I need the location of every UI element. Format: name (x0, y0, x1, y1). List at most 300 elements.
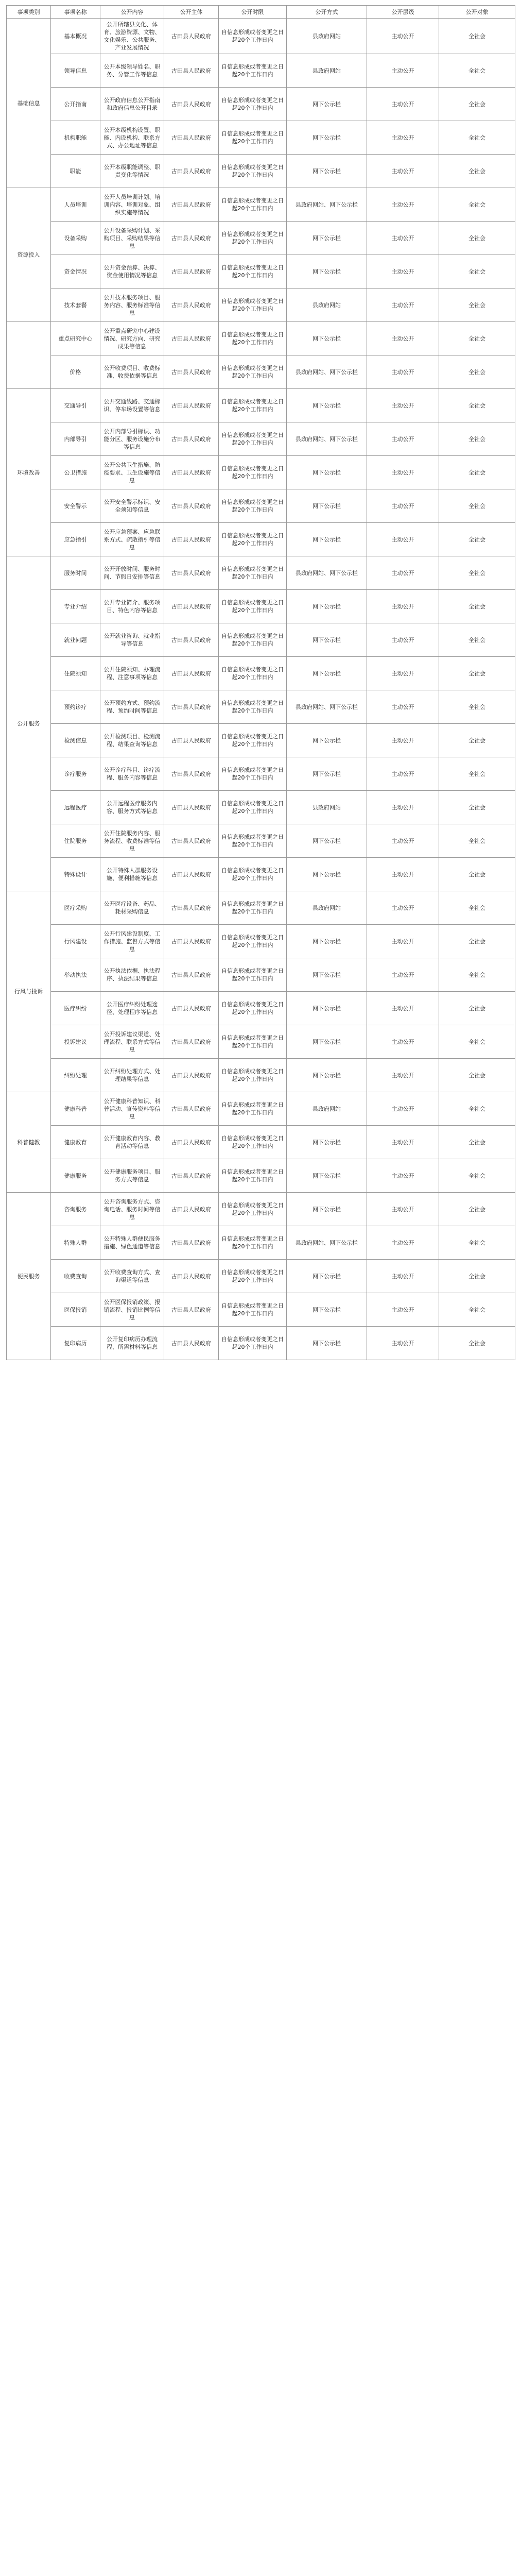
target-cell: 全社会 (439, 355, 515, 389)
table-row (7, 1126, 515, 1159)
level-cell: 主动公开 (367, 1193, 439, 1226)
target-cell: 全社会 (439, 690, 515, 724)
catalog-table (6, 5, 515, 1360)
method-cell: 网下公示栏 (287, 824, 367, 858)
level-cell: 主动公开 (367, 489, 439, 523)
target-cell: 全社会 (439, 1293, 515, 1327)
target-cell: 全社会 (439, 992, 515, 1025)
time-limit-cell: 自信息形成或者变更之日起20个工作日内 (219, 155, 287, 188)
table-row (7, 824, 515, 858)
item-name-cell: 行风建设 (51, 925, 100, 958)
time-limit-cell: 自信息形成或者变更之日起20个工作日内 (219, 322, 287, 355)
content-cell: 公开住院须知、办理流程、注意事项等信息 (100, 657, 164, 690)
target-cell: 全社会 (439, 121, 515, 155)
level-cell: 主动公开 (367, 925, 439, 958)
content-cell: 公开人员培训计划、培训内容、培训对象、组织实施等情况 (100, 188, 164, 222)
method-cell: 网下公示栏 (287, 657, 367, 690)
target-cell: 全社会 (439, 1193, 515, 1226)
item-name-cell: 复印病历 (51, 1327, 100, 1360)
target-cell: 全社会 (439, 556, 515, 590)
level-cell: 主动公开 (367, 523, 439, 556)
item-name-cell: 住院服务 (51, 824, 100, 858)
subject-cell: 古田县人民政府 (164, 1025, 219, 1059)
table-row (7, 1260, 515, 1293)
subject-cell: 古田县人民政府 (164, 389, 219, 422)
level-cell: 主动公开 (367, 1293, 439, 1327)
table-row (7, 523, 515, 556)
table-row (7, 1226, 515, 1260)
subject-cell: 古田县人民政府 (164, 791, 219, 824)
subject-cell: 古田县人民政府 (164, 88, 219, 121)
target-cell: 全社会 (439, 590, 515, 623)
time-limit-cell: 自信息形成或者变更之日起20个工作日内 (219, 623, 287, 657)
table-row (7, 289, 515, 322)
time-limit-cell: 自信息形成或者变更之日起20个工作日内 (219, 1159, 287, 1193)
subject-cell: 古田县人民政府 (164, 623, 219, 657)
item-name-cell: 诊疗服务 (51, 757, 100, 791)
target-cell: 全社会 (439, 255, 515, 289)
time-limit-cell: 自信息形成或者变更之日起20个工作日内 (219, 188, 287, 222)
item-name-cell: 医疗采购 (51, 891, 100, 925)
level-cell: 主动公开 (367, 456, 439, 489)
table-row (7, 1059, 515, 1092)
item-name-cell: 投诉建议 (51, 1025, 100, 1059)
item-name-cell: 服务时间 (51, 556, 100, 590)
table-row (7, 1293, 515, 1327)
target-cell: 全社会 (439, 1327, 515, 1360)
method-cell: 网下公示栏 (287, 222, 367, 255)
table-row (7, 724, 515, 757)
target-cell: 全社会 (439, 523, 515, 556)
table-row (7, 489, 515, 523)
subject-cell: 古田县人民政府 (164, 523, 219, 556)
subject-cell: 古田县人民政府 (164, 222, 219, 255)
target-cell: 全社会 (439, 389, 515, 422)
time-limit-cell: 自信息形成或者变更之日起20个工作日内 (219, 1126, 287, 1159)
level-cell: 主动公开 (367, 623, 439, 657)
content-cell: 公开远程医疗服务内容、服务方式等信息 (100, 791, 164, 824)
level-cell: 主动公开 (367, 121, 439, 155)
time-limit-cell: 自信息形成或者变更之日起20个工作日内 (219, 19, 287, 54)
target-cell: 全社会 (439, 54, 515, 88)
table-row (7, 389, 515, 422)
method-cell: 网下公示栏 (287, 1293, 367, 1327)
subject-cell: 古田县人民政府 (164, 155, 219, 188)
time-limit-cell: 自信息形成或者变更之日起20个工作日内 (219, 1025, 287, 1059)
subject-cell: 古田县人民政府 (164, 556, 219, 590)
col-header-method: 公开方式 (287, 6, 367, 19)
col-header-subject: 公开主体 (164, 6, 219, 19)
level-cell: 主动公开 (367, 858, 439, 891)
level-cell: 主动公开 (367, 1092, 439, 1126)
subject-cell: 古田县人民政府 (164, 824, 219, 858)
col-header-target: 公开对象 (439, 6, 515, 19)
target-cell: 全社会 (439, 623, 515, 657)
target-cell: 全社会 (439, 724, 515, 757)
target-cell: 全社会 (439, 1025, 515, 1059)
table-row (7, 1092, 515, 1126)
subject-cell: 古田县人民政府 (164, 1327, 219, 1360)
subject-cell: 古田县人民政府 (164, 121, 219, 155)
item-name-cell: 纠纷处理 (51, 1059, 100, 1092)
level-cell: 主动公开 (367, 657, 439, 690)
method-cell: 网下公示栏 (287, 88, 367, 121)
subject-cell: 古田县人民政府 (164, 54, 219, 88)
method-cell: 网下公示栏 (287, 523, 367, 556)
time-limit-cell: 自信息形成或者变更之日起20个工作日内 (219, 958, 287, 992)
time-limit-cell: 自信息形成或者变更之日起20个工作日内 (219, 489, 287, 523)
time-limit-cell: 自信息形成或者变更之日起20个工作日内 (219, 1092, 287, 1126)
level-cell: 主动公开 (367, 791, 439, 824)
subject-cell: 古田县人民政府 (164, 757, 219, 791)
subject-cell: 古田县人民政府 (164, 322, 219, 355)
content-cell: 公开安全警示标识、安全须知等信息 (100, 489, 164, 523)
item-name-cell: 人员培训 (51, 188, 100, 222)
time-limit-cell: 自信息形成或者变更之日起20个工作日内 (219, 1327, 287, 1360)
content-cell: 公开公共卫生措施、防疫要求、卫生设施等信息 (100, 456, 164, 489)
category-cell: 便民服务 (7, 1193, 51, 1360)
content-cell: 公开医疗设备、药品、耗材采购信息 (100, 891, 164, 925)
table-row (7, 188, 515, 222)
subject-cell: 古田县人民政府 (164, 1092, 219, 1126)
item-name-cell: 检测信息 (51, 724, 100, 757)
content-cell: 公开所辖县文化、体育、旅游资源、文物、文化娱乐、公共服务、产业发展情况 (100, 19, 164, 54)
method-cell: 网下公示栏 (287, 1260, 367, 1293)
method-cell: 网下公示栏 (287, 1159, 367, 1193)
target-cell: 全社会 (439, 824, 515, 858)
level-cell: 主动公开 (367, 992, 439, 1025)
time-limit-cell: 自信息形成或者变更之日起20个工作日内 (219, 121, 287, 155)
subject-cell: 古田县人民政府 (164, 690, 219, 724)
target-cell: 全社会 (439, 891, 515, 925)
level-cell: 主动公开 (367, 891, 439, 925)
content-cell: 公开资金预算、决算、资金使用情况等信息 (100, 255, 164, 289)
level-cell: 主动公开 (367, 1126, 439, 1159)
level-cell: 主动公开 (367, 54, 439, 88)
item-name-cell: 特殊设计 (51, 858, 100, 891)
time-limit-cell: 自信息形成或者变更之日起20个工作日内 (219, 1193, 287, 1226)
method-cell: 网下公示栏 (287, 1327, 367, 1360)
subject-cell: 古田县人民政府 (164, 456, 219, 489)
content-cell: 公开健康科普知识、科普活动、宣传资料等信息 (100, 1092, 164, 1126)
content-cell: 公开检测项目、检测流程、结果查询等信息 (100, 724, 164, 757)
level-cell: 主动公开 (367, 322, 439, 355)
table-row (7, 322, 515, 355)
col-header-category: 事项类别 (7, 6, 51, 19)
time-limit-cell: 自信息形成或者变更之日起20个工作日内 (219, 355, 287, 389)
content-cell: 公开交通线路、交通标识、停车场设置等信息 (100, 389, 164, 422)
content-cell: 公开开放时间、服务时间、节假日安排等信息 (100, 556, 164, 590)
target-cell: 全社会 (439, 1059, 515, 1092)
item-name-cell: 安全警示 (51, 489, 100, 523)
table-row (7, 1193, 515, 1226)
method-cell: 网下公示栏 (287, 724, 367, 757)
header-row (7, 6, 515, 19)
subject-cell: 古田县人民政府 (164, 19, 219, 54)
table-row (7, 590, 515, 623)
category-cell: 基础信息 (7, 19, 51, 188)
subject-cell: 古田县人民政府 (164, 925, 219, 958)
item-name-cell: 预约诊疗 (51, 690, 100, 724)
level-cell: 主动公开 (367, 19, 439, 54)
method-cell: 网下公示栏 (287, 958, 367, 992)
method-cell: 县政府网站 (287, 54, 367, 88)
table-row (7, 958, 515, 992)
subject-cell: 古田县人民政府 (164, 724, 219, 757)
subject-cell: 古田县人民政府 (164, 255, 219, 289)
target-cell: 全社会 (439, 88, 515, 121)
time-limit-cell: 自信息形成或者变更之日起20个工作日内 (219, 289, 287, 322)
table-row (7, 891, 515, 925)
method-cell: 县政府网站 (287, 891, 367, 925)
content-cell: 公开医保报销政策、报销流程、报销比例等信息 (100, 1293, 164, 1327)
method-cell: 县政府网站、网下公示栏 (287, 690, 367, 724)
level-cell: 主动公开 (367, 556, 439, 590)
item-name-cell: 公开指南 (51, 88, 100, 121)
time-limit-cell: 自信息形成或者变更之日起20个工作日内 (219, 1059, 287, 1092)
table-row (7, 992, 515, 1025)
table-row (7, 925, 515, 958)
level-cell: 主动公开 (367, 88, 439, 121)
subject-cell: 古田县人民政府 (164, 1193, 219, 1226)
content-cell: 公开技术服务项目、服务内容、服务标准等信息 (100, 289, 164, 322)
item-name-cell: 健康教育 (51, 1126, 100, 1159)
subject-cell: 古田县人民政府 (164, 289, 219, 322)
subject-cell: 古田县人民政府 (164, 188, 219, 222)
table-row (7, 1327, 515, 1360)
method-cell: 县政府网站、网下公示栏 (287, 1226, 367, 1260)
content-cell: 公开特殊人群便民服务措施、绿色通道等信息 (100, 1226, 164, 1260)
col-header-item-name: 事项名称 (51, 6, 100, 19)
category-cell (7, 322, 51, 389)
target-cell: 全社会 (439, 1126, 515, 1159)
method-cell: 网下公示栏 (287, 757, 367, 791)
target-cell: 全社会 (439, 1226, 515, 1260)
table-row (7, 1159, 515, 1193)
level-cell: 主动公开 (367, 1159, 439, 1193)
method-cell: 县政府网站、网下公示栏 (287, 556, 367, 590)
table-row (7, 657, 515, 690)
item-name-cell: 健康科普 (51, 1092, 100, 1126)
target-cell: 全社会 (439, 657, 515, 690)
target-cell: 全社会 (439, 188, 515, 222)
content-cell: 公开健康教育内容、教育活动等信息 (100, 1126, 164, 1159)
target-cell: 全社会 (439, 19, 515, 54)
time-limit-cell: 自信息形成或者变更之日起20个工作日内 (219, 255, 287, 289)
content-cell: 公开专业简介、服务项目、特色内容等信息 (100, 590, 164, 623)
content-cell: 公开收费项目、收费标准、收费依据等信息 (100, 355, 164, 389)
target-cell: 全社会 (439, 456, 515, 489)
content-cell: 公开预约方式、预约流程、预约时间等信息 (100, 690, 164, 724)
target-cell: 全社会 (439, 155, 515, 188)
time-limit-cell: 自信息形成或者变更之日起20个工作日内 (219, 824, 287, 858)
method-cell: 网下公示栏 (287, 456, 367, 489)
subject-cell: 古田县人民政府 (164, 489, 219, 523)
content-cell: 公开医疗纠纷处理途径、处理程序等信息 (100, 992, 164, 1025)
content-cell: 公开本级机构设置、职能、内设机构、联系方式、办公地址等信息 (100, 121, 164, 155)
target-cell: 全社会 (439, 222, 515, 255)
category-cell: 科普健教 (7, 1092, 51, 1193)
time-limit-cell: 自信息形成或者变更之日起20个工作日内 (219, 456, 287, 489)
item-name-cell: 资金情况 (51, 255, 100, 289)
item-name-cell: 咨询服务 (51, 1193, 100, 1226)
method-cell: 县政府网站、网下公示栏 (287, 422, 367, 456)
method-cell: 网下公示栏 (287, 155, 367, 188)
method-cell: 县政府网站 (287, 1092, 367, 1126)
category-cell: 资源投入 (7, 188, 51, 322)
method-cell: 网下公示栏 (287, 858, 367, 891)
content-cell: 公开执法依据、执法程序、执法结果等信息 (100, 958, 164, 992)
method-cell: 县政府网站 (287, 289, 367, 322)
level-cell: 主动公开 (367, 824, 439, 858)
level-cell: 主动公开 (367, 355, 439, 389)
table-row (7, 88, 515, 121)
level-cell: 主动公开 (367, 958, 439, 992)
level-cell: 主动公开 (367, 422, 439, 456)
method-cell: 网下公示栏 (287, 1193, 367, 1226)
time-limit-cell: 自信息形成或者变更之日起20个工作日内 (219, 422, 287, 456)
content-cell: 公开重点研究中心建设情况、研究方向、研究成果等信息 (100, 322, 164, 355)
subject-cell: 古田县人民政府 (164, 858, 219, 891)
item-name-cell: 设备采购 (51, 222, 100, 255)
level-cell: 主动公开 (367, 590, 439, 623)
content-cell: 公开纠纷处理方式、处理结果等信息 (100, 1059, 164, 1092)
time-limit-cell: 自信息形成或者变更之日起20个工作日内 (219, 757, 287, 791)
table-row (7, 456, 515, 489)
method-cell: 网下公示栏 (287, 489, 367, 523)
item-name-cell: 交通导引 (51, 389, 100, 422)
subject-cell: 古田县人民政府 (164, 891, 219, 925)
table-row (7, 155, 515, 188)
col-header-time-limit: 公开时限 (219, 6, 287, 19)
time-limit-cell: 自信息形成或者变更之日起20个工作日内 (219, 1226, 287, 1260)
method-cell: 网下公示栏 (287, 1126, 367, 1159)
method-cell: 网下公示栏 (287, 322, 367, 355)
method-cell: 县政府网站、网下公示栏 (287, 188, 367, 222)
time-limit-cell: 自信息形成或者变更之日起20个工作日内 (219, 992, 287, 1025)
table-row (7, 556, 515, 590)
item-name-cell: 技术套餐 (51, 289, 100, 322)
item-name-cell: 重点研究中心 (51, 322, 100, 355)
category-cell: 环境改善 (7, 389, 51, 556)
item-name-cell: 医疗纠纷 (51, 992, 100, 1025)
item-name-cell: 应急指引 (51, 523, 100, 556)
table-row (7, 623, 515, 657)
target-cell: 全社会 (439, 1159, 515, 1193)
method-cell: 网下公示栏 (287, 590, 367, 623)
content-cell: 公开政府信息公开指南和政府信息公开目录 (100, 88, 164, 121)
level-cell: 主动公开 (367, 1059, 439, 1092)
item-name-cell: 健康服务 (51, 1159, 100, 1193)
method-cell: 网下公示栏 (287, 623, 367, 657)
item-name-cell: 公卫措施 (51, 456, 100, 489)
table-row (7, 791, 515, 824)
content-cell: 公开住院服务内容、服务流程、收费标准等信息 (100, 824, 164, 858)
level-cell: 主动公开 (367, 222, 439, 255)
level-cell: 主动公开 (367, 1327, 439, 1360)
category-cell: 行风与投诉 (7, 891, 51, 1092)
content-cell: 公开本级职能调整、职责变化等情况 (100, 155, 164, 188)
content-cell: 公开收费查询方式、查询渠道等信息 (100, 1260, 164, 1293)
table-row (7, 757, 515, 791)
subject-cell: 古田县人民政府 (164, 1126, 219, 1159)
time-limit-cell: 自信息形成或者变更之日起20个工作日内 (219, 556, 287, 590)
time-limit-cell: 自信息形成或者变更之日起20个工作日内 (219, 54, 287, 88)
level-cell: 主动公开 (367, 1260, 439, 1293)
content-cell: 公开内部导引标识、功能分区、服务设施分布等信息 (100, 422, 164, 456)
target-cell: 全社会 (439, 489, 515, 523)
time-limit-cell: 自信息形成或者变更之日起20个工作日内 (219, 657, 287, 690)
content-cell: 公开行风建设制度、工作措施、监督方式等信息 (100, 925, 164, 958)
level-cell: 主动公开 (367, 188, 439, 222)
table-row (7, 690, 515, 724)
catalog-body (7, 19, 515, 1360)
target-cell: 全社会 (439, 791, 515, 824)
item-name-cell: 职能 (51, 155, 100, 188)
table-row (7, 422, 515, 456)
time-limit-cell: 自信息形成或者变更之日起20个工作日内 (219, 523, 287, 556)
level-cell: 主动公开 (367, 724, 439, 757)
target-cell: 全社会 (439, 757, 515, 791)
target-cell: 全社会 (439, 958, 515, 992)
item-name-cell: 举动执法 (51, 958, 100, 992)
table-row (7, 1025, 515, 1059)
subject-cell: 古田县人民政府 (164, 657, 219, 690)
level-cell: 主动公开 (367, 389, 439, 422)
table-row (7, 255, 515, 289)
target-cell: 全社会 (439, 858, 515, 891)
subject-cell: 古田县人民政府 (164, 422, 219, 456)
subject-cell: 古田县人民政府 (164, 1260, 219, 1293)
level-cell: 主动公开 (367, 690, 439, 724)
method-cell: 网下公示栏 (287, 389, 367, 422)
item-name-cell: 领导信息 (51, 54, 100, 88)
item-name-cell: 就业问题 (51, 623, 100, 657)
item-name-cell: 收费查询 (51, 1260, 100, 1293)
content-cell: 公开特殊人群服务设施、便利措施等信息 (100, 858, 164, 891)
method-cell: 网下公示栏 (287, 925, 367, 958)
item-name-cell: 专业介绍 (51, 590, 100, 623)
method-cell: 县政府网站 (287, 791, 367, 824)
time-limit-cell: 自信息形成或者变更之日起20个工作日内 (219, 791, 287, 824)
target-cell: 全社会 (439, 322, 515, 355)
content-cell: 公开设备采购计划、采购项目、采购结果等信息 (100, 222, 164, 255)
method-cell: 网下公示栏 (287, 255, 367, 289)
level-cell: 主动公开 (367, 155, 439, 188)
method-cell: 网下公示栏 (287, 992, 367, 1025)
item-name-cell: 内部导引 (51, 422, 100, 456)
category-cell: 公开服务 (7, 556, 51, 891)
level-cell: 主动公开 (367, 255, 439, 289)
item-name-cell: 基本概况 (51, 19, 100, 54)
method-cell: 网下公示栏 (287, 1059, 367, 1092)
method-cell: 县政府网站 (287, 19, 367, 54)
table-row (7, 121, 515, 155)
time-limit-cell: 自信息形成或者变更之日起20个工作日内 (219, 590, 287, 623)
target-cell: 全社会 (439, 1092, 515, 1126)
subject-cell: 古田县人民政府 (164, 355, 219, 389)
time-limit-cell: 自信息形成或者变更之日起20个工作日内 (219, 858, 287, 891)
time-limit-cell: 自信息形成或者变更之日起20个工作日内 (219, 88, 287, 121)
col-header-level: 公开层级 (367, 6, 439, 19)
subject-cell: 古田县人民政府 (164, 1293, 219, 1327)
subject-cell: 古田县人民政府 (164, 958, 219, 992)
table-row (7, 355, 515, 389)
time-limit-cell: 自信息形成或者变更之日起20个工作日内 (219, 222, 287, 255)
time-limit-cell: 自信息形成或者变更之日起20个工作日内 (219, 724, 287, 757)
subject-cell: 古田县人民政府 (164, 1159, 219, 1193)
content-cell: 公开健康服务项目、服务方式等信息 (100, 1159, 164, 1193)
